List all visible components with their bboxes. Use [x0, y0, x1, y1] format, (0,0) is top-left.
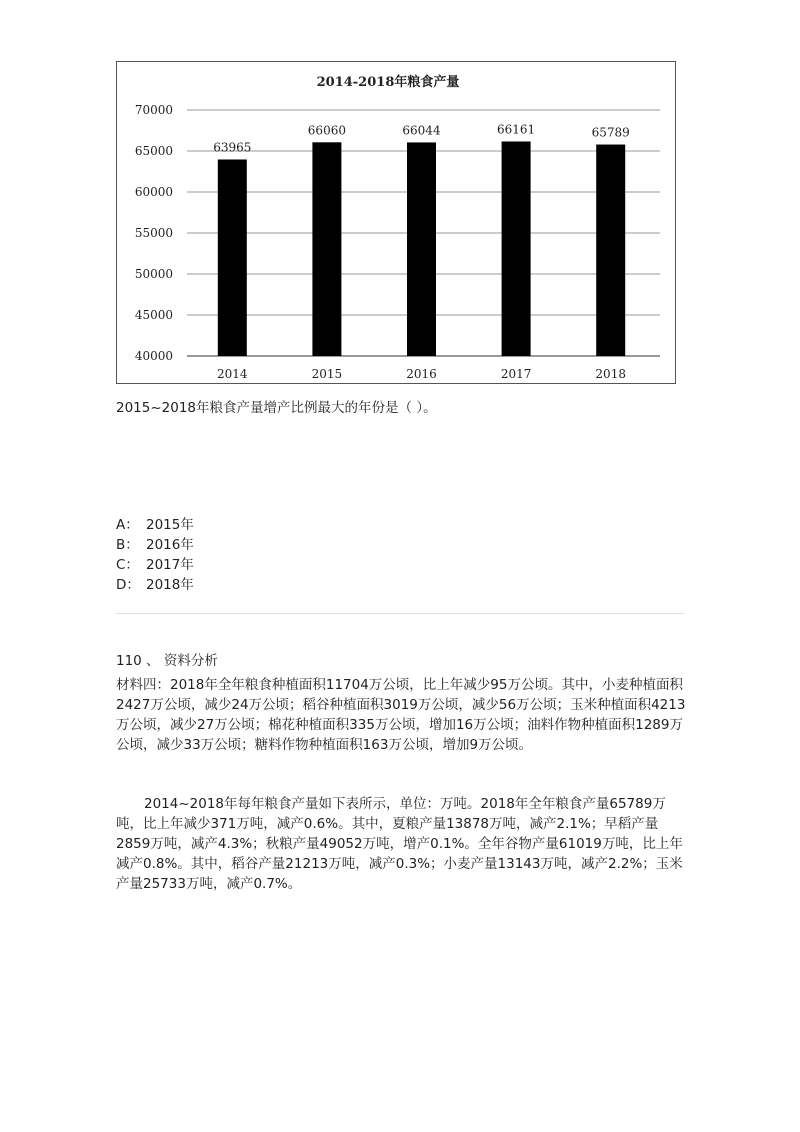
x-tick-label: 2018 [595, 367, 626, 381]
option-letter: A： [116, 517, 139, 533]
y-tick-label: 55000 [134, 226, 173, 240]
material-four: 材料四：2018年全年粮食种植面积11704万公顷，比上年减少95万公顷。其中，小麦种植面积2427万公顷，减少24万公顷；稻谷种植面积3019万公顷，减少56万公顷；玉米种植面积4213万公顷，减少27万公顷；棉花种植面积335万公顷，增加16万公顷；油料作物种植面积1289万公顷，减少33万公顷；糖料作物种植面积163万公顷，增加9万公顷。 [116, 677, 686, 753]
material-five: 2014~2018年每年粮食产量如下表所示，单位：万吨。2018年全年粮食产量65789万吨，比上年减少371万吨，减产0.6%。其中，夏粮产量13878万吨，减产2.1%；早稻产量2859万吨，减产4.3%；秋粮产量49052万吨，增产0.1%。全年谷物产量61019万吨，比上年减产0.8%。其中，稻谷产量21213万吨，减产0.3%；小麦产量13143万吨，减产2.2%；玉米产量25733万吨，减产0.7%。 [116, 796, 683, 892]
bar-chart-svg [117, 62, 675, 383]
y-tick-label: 70000 [134, 103, 173, 117]
question-text: 2015~2018年粮食产量增产比例最大的年份是（ ）。 [116, 400, 437, 416]
grain-output-chart [116, 61, 676, 384]
x-axis-labels [217, 367, 626, 381]
section-divider [116, 613, 684, 614]
y-tick-label: 50000 [134, 267, 173, 281]
option-text: 2016年 [146, 537, 194, 553]
question-heading: 110 、 资料分析 [116, 653, 218, 669]
bars [218, 141, 625, 356]
x-tick-label: 2017 [500, 367, 532, 381]
option-letter: C： [116, 557, 139, 573]
bar-2016 [407, 142, 436, 356]
bar-2014 [218, 159, 247, 356]
bar-2018 [596, 145, 625, 356]
data-label: 63965 [213, 140, 252, 155]
bar-2015 [312, 142, 341, 356]
data-label: 66060 [307, 123, 346, 138]
option-text: 2015年 [146, 517, 194, 533]
option-d[interactable] [116, 575, 194, 595]
option-text: 2018年 [146, 577, 194, 593]
option-letter: D： [116, 577, 140, 593]
bar-2017 [502, 141, 531, 356]
data-label: 65789 [591, 125, 630, 140]
option-a[interactable] [116, 515, 194, 535]
option-text: 2017年 [146, 557, 194, 573]
data-label: 66044 [402, 123, 441, 138]
y-axis-labels [135, 103, 173, 363]
option-b[interactable] [116, 535, 194, 555]
x-tick-label: 2015 [311, 367, 343, 381]
y-tick-label: 60000 [134, 185, 173, 199]
option-letter: B： [116, 537, 139, 553]
x-tick-label: 2014 [217, 367, 248, 381]
data-label: 66161 [497, 122, 536, 137]
y-tick-label: 45000 [134, 308, 173, 322]
option-c[interactable] [116, 555, 194, 575]
y-tick-label: 40000 [134, 349, 173, 363]
chart-title: 2014-2018年粮食产量 [316, 75, 460, 90]
x-tick-label: 2016 [406, 367, 437, 381]
answer-options [116, 515, 194, 595]
y-tick-label: 65000 [134, 144, 173, 158]
